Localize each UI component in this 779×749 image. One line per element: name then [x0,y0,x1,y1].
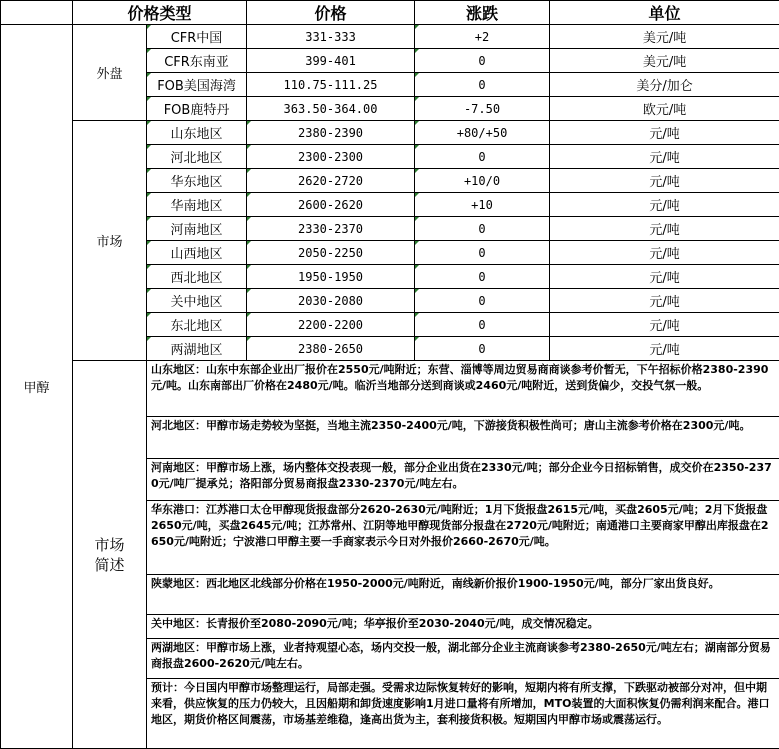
row-change: 0 [415,145,550,169]
row-unit: 元/吨 [550,121,779,145]
row-change: 0 [415,265,550,289]
row-unit: 美元/吨 [550,49,779,73]
row-price: 2380-2650 [247,337,415,361]
row-change: +10 [415,193,550,217]
row-unit: 元/吨 [550,265,779,289]
row-change: 0 [415,49,550,73]
row-name: 河南地区 [147,217,247,241]
row-change: 0 [415,313,550,337]
market-group-label: 市场 [73,121,147,361]
row-name: 河北地区 [147,145,247,169]
row-change: 0 [415,337,550,361]
row-price: 331-333 [247,25,415,49]
product-label: 甲醇 [1,25,73,749]
row-unit: 元/吨 [550,313,779,337]
row-price: 363.50-364.00 [247,97,415,121]
summary-group-label [73,361,147,749]
row-price: 399-401 [247,49,415,73]
row-name: 华南地区 [147,193,247,217]
row-change: +2 [415,25,550,49]
row-change: -7.50 [415,97,550,121]
summary-label-line1: 市场 [94,536,124,554]
summary-note: 河北地区：甲醇市场走势较为坚挺，当地主流2350-2400元/吨，下游接货积极性尚可；唐山主流参考价格在2300元/吨。 [147,417,779,459]
row-change: 0 [415,289,550,313]
row-name: 山东地区 [147,121,247,145]
row-unit: 元/吨 [550,217,779,241]
row-unit: 元/吨 [550,289,779,313]
header-unit: 单位 [550,1,779,25]
summary-note: 河南地区：甲醇市场上涨，场内整体交投表现一般，部分企业出货在2330元/吨；部分企业今日招标销售，成交价在2350-2370元/吨厂提承兑；洛阳部分贸易商报盘2330-2370元/吨左右。 [147,459,779,501]
summary-note: 预计：今日国内甲醇市场整理运行，局部走强。受需求边际恢复转好的影响，短期内将有所支撑，下跌驱动被部分对冲，但中期来看，供应恢复的压力仍较大，且因船期和卸货速度影响1月进口量将有所增加，MTO装置的大面积恢复仍需利润来配合。港口地区，期货价格区间震荡，市场基差维稳，逢高出货为主，套利接货积极。短期国内甲醇市场或震荡运行。 [147,679,779,749]
header-price: 价格 [247,1,415,25]
header-change: 涨跌 [415,1,550,25]
row-price: 2330-2370 [247,217,415,241]
row-name: 西北地区 [147,265,247,289]
row-unit: 元/吨 [550,145,779,169]
row-change: +10/0 [415,169,550,193]
table-row [1,121,779,145]
header-corner [1,1,73,25]
row-change: 0 [415,217,550,241]
row-unit: 元/吨 [550,337,779,361]
summary-note: 两湖地区：甲醇市场上涨，业者持观望心态，场内交投一般，湖北部分企业主流商谈参考2380-2650元/吨左右；湖南部分贸易商报盘2600-2620元/吨左右。 [147,639,779,679]
row-name: 两湖地区 [147,337,247,361]
row-price: 110.75-111.25 [247,73,415,97]
row-change: +80/+50 [415,121,550,145]
row-price: 1950-1950 [247,265,415,289]
row-name: CFR东南亚 [147,49,247,73]
row-change: 0 [415,241,550,265]
row-unit: 欧元/吨 [550,97,779,121]
header-type: 价格类型 [73,1,247,25]
row-name: 山西地区 [147,241,247,265]
row-unit: 美元/吨 [550,25,779,49]
row-name: 东北地区 [147,313,247,337]
summary-note: 关中地区：长青报价至2080-2090元/吨；华亭报价至2030-2040元/吨，成交情况稳定。 [147,615,779,639]
row-price: 2620-2720 [247,169,415,193]
row-name: FOB美国海湾 [147,73,247,97]
row-price: 2300-2300 [247,145,415,169]
table-row [1,25,779,49]
summary-label-line2: 简述 [94,556,124,574]
row-price: 2030-2080 [247,289,415,313]
header-row [1,1,779,25]
summary-note: 山东地区：山东中东部企业出厂报价在2550元/吨附近；东营、淄博等周边贸易商商谈参考价暂无，下午招标价格2380-2390元/吨。山东南部出厂价格在2480元/吨。临沂当地部分送到商谈或2460元/吨附近，送到货偏少，交投气氛一般。 [147,361,779,417]
row-unit: 美分/加仑 [550,73,779,97]
row-name: 关中地区 [147,289,247,313]
row-name: FOB鹿特丹 [147,97,247,121]
row-change: 0 [415,73,550,97]
row-unit: 元/吨 [550,193,779,217]
row-price: 2050-2250 [247,241,415,265]
summary-row [1,361,779,417]
row-price: 2200-2200 [247,313,415,337]
row-name: 华东地区 [147,169,247,193]
row-price: 2380-2390 [247,121,415,145]
summary-note: 陕蒙地区：西北地区北线部分价格在1950-2000元/吨附近，南线新价报价1900-1950元/吨，部分厂家出货良好。 [147,575,779,615]
row-price: 2600-2620 [247,193,415,217]
summary-note: 华东港口：江苏港口太仓甲醇现货报盘部分2620-2630元/吨附近；1月下货报盘2615元/吨，买盘2605元/吨；2月下货报盘2650元/吨，买盘2645元/吨；江苏常州、江阴等地甲醇现货部分报盘在2720元/吨附近；南通港口主要商家甲醇出库报盘在2650元/吨附近；宁波港口甲醇主要一手商家表示今日对外报价2660-2670元/吨。 [147,501,779,575]
row-unit: 元/吨 [550,169,779,193]
row-name: CFR中国 [147,25,247,49]
outer-group-label: 外盘 [73,25,147,121]
row-unit: 元/吨 [550,241,779,265]
